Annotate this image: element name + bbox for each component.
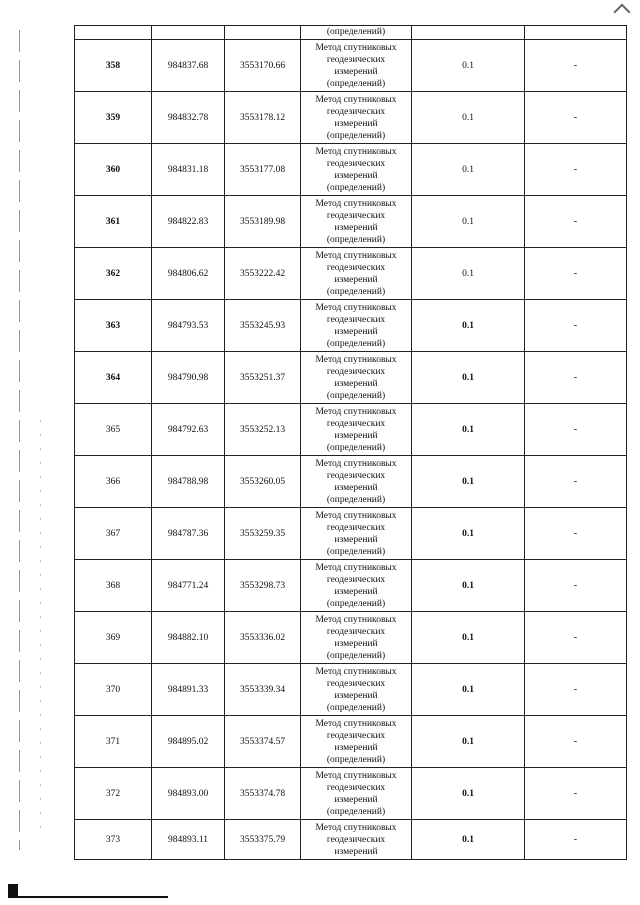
cell-accuracy: 0.1 bbox=[412, 768, 525, 820]
table-row bbox=[75, 768, 627, 820]
cell-accuracy: 0.1 bbox=[412, 144, 525, 196]
method-line: измерений bbox=[334, 222, 378, 233]
cell-y bbox=[225, 26, 301, 40]
method-line: геодезических bbox=[326, 366, 386, 377]
table-row bbox=[75, 40, 627, 92]
cell-accuracy: 0.1 bbox=[412, 664, 525, 716]
cell-x: 984832.78 bbox=[152, 92, 225, 144]
method-line: (определений) bbox=[326, 390, 386, 401]
cell-description: - bbox=[525, 612, 627, 664]
cell-x bbox=[152, 26, 225, 40]
cell-accuracy: 0.1 bbox=[412, 196, 525, 248]
method-line: геодезических bbox=[326, 678, 386, 689]
method-line: Метод спутниковых bbox=[315, 510, 397, 521]
cell-x: 984893.00 bbox=[152, 768, 225, 820]
method-line: (определений) bbox=[326, 806, 386, 817]
cell-method bbox=[301, 820, 412, 860]
cell-description: - bbox=[525, 456, 627, 508]
method-line: (определений) bbox=[326, 546, 386, 557]
method-line: измерений bbox=[334, 846, 378, 857]
method-line: геодезических bbox=[326, 522, 386, 533]
table-row bbox=[75, 196, 627, 248]
cell-x: 984895.02 bbox=[152, 716, 225, 768]
cell-y: 3553298.73 bbox=[225, 560, 301, 612]
cell-method bbox=[301, 560, 412, 612]
method-line: измерений bbox=[334, 794, 378, 805]
cell-y: 3553374.57 bbox=[225, 716, 301, 768]
cell-y: 3553375.79 bbox=[225, 820, 301, 860]
cell-accuracy bbox=[412, 26, 525, 40]
table-row bbox=[75, 352, 627, 404]
coordinates-table bbox=[74, 25, 627, 860]
method-line: измерений bbox=[334, 534, 378, 545]
table-row bbox=[75, 92, 627, 144]
cell-x: 984882.10 bbox=[152, 612, 225, 664]
cell-y: 3553339.34 bbox=[225, 664, 301, 716]
cell-point-number: 362 bbox=[75, 248, 152, 300]
cell-accuracy: 0.1 bbox=[412, 92, 525, 144]
cell-description: - bbox=[525, 352, 627, 404]
cell-description: - bbox=[525, 404, 627, 456]
method-line: измерений bbox=[334, 274, 378, 285]
cell-point-number: 373 bbox=[75, 820, 152, 860]
cell-method: (определений) bbox=[301, 26, 412, 40]
cell-method bbox=[301, 768, 412, 820]
method-line: геодезических bbox=[326, 158, 386, 169]
method-line: (определений) bbox=[326, 754, 386, 765]
cell-x: 984806.62 bbox=[152, 248, 225, 300]
cell-y: 3553170.66 bbox=[225, 40, 301, 92]
cell-accuracy: 0.1 bbox=[412, 456, 525, 508]
continued-row bbox=[75, 26, 627, 40]
method-line: измерений bbox=[334, 378, 378, 389]
cell-point-number: 367 bbox=[75, 508, 152, 560]
cell-x: 984771.24 bbox=[152, 560, 225, 612]
cell-point-number: 371 bbox=[75, 716, 152, 768]
method-line: измерений bbox=[334, 482, 378, 493]
method-line: геодезических bbox=[326, 262, 386, 273]
cell-point-number: 369 bbox=[75, 612, 152, 664]
method-line: геодезических bbox=[326, 210, 386, 221]
method-line: измерений bbox=[334, 690, 378, 701]
cell-method bbox=[301, 404, 412, 456]
cell-y: 3553222.42 bbox=[225, 248, 301, 300]
cell-point-number: 366 bbox=[75, 456, 152, 508]
method-line: Метод спутниковых bbox=[315, 250, 397, 261]
method-line: геодезических bbox=[326, 470, 386, 481]
method-line: (определений) bbox=[326, 78, 386, 89]
table-row bbox=[75, 560, 627, 612]
method-line: (определений) bbox=[326, 702, 386, 713]
binding-margin-line bbox=[19, 30, 20, 850]
method-line: Метод спутниковых bbox=[315, 770, 397, 781]
method-line: (определений) bbox=[326, 494, 386, 505]
cell-point-number: 358 bbox=[75, 40, 152, 92]
cell-y: 3553252.13 bbox=[225, 404, 301, 456]
method-line: измерений bbox=[334, 170, 378, 181]
table-row bbox=[75, 456, 627, 508]
cell-method bbox=[301, 664, 412, 716]
cell-x: 984837.68 bbox=[152, 40, 225, 92]
scan-edge-mark bbox=[8, 884, 18, 898]
cell-method bbox=[301, 300, 412, 352]
table-row bbox=[75, 248, 627, 300]
cell-point-number: 372 bbox=[75, 768, 152, 820]
cell-accuracy: 0.1 bbox=[412, 508, 525, 560]
cell-description: - bbox=[525, 40, 627, 92]
cell-description bbox=[525, 26, 627, 40]
cell-description: - bbox=[525, 508, 627, 560]
cell-x: 984831.18 bbox=[152, 144, 225, 196]
table-row bbox=[75, 664, 627, 716]
method-line: Метод спутниковых bbox=[315, 458, 397, 469]
cell-y: 3553336.02 bbox=[225, 612, 301, 664]
method-line: измерений bbox=[334, 586, 378, 597]
method-line: геодезических bbox=[326, 626, 386, 637]
cell-description: - bbox=[525, 196, 627, 248]
cell-method bbox=[301, 456, 412, 508]
table-row bbox=[75, 144, 627, 196]
cell-point-number: 364 bbox=[75, 352, 152, 404]
method-line: измерений bbox=[334, 638, 378, 649]
method-line: Метод спутниковых bbox=[315, 822, 397, 833]
table-row bbox=[75, 508, 627, 560]
cell-accuracy: 0.1 bbox=[412, 300, 525, 352]
method-line: Метод спутниковых bbox=[315, 198, 397, 209]
method-line: (определений) bbox=[326, 234, 386, 245]
cell-x: 984788.98 bbox=[152, 456, 225, 508]
cell-accuracy: 0.1 bbox=[412, 352, 525, 404]
cell-description: - bbox=[525, 716, 627, 768]
method-line: Метод спутниковых bbox=[315, 718, 397, 729]
cell-x: 984792.63 bbox=[152, 404, 225, 456]
cell-method bbox=[301, 248, 412, 300]
cell-x: 984790.98 bbox=[152, 352, 225, 404]
cell-accuracy: 0.1 bbox=[412, 248, 525, 300]
method-line: (определений) bbox=[326, 338, 386, 349]
table-row bbox=[75, 300, 627, 352]
cell-point-number: 360 bbox=[75, 144, 152, 196]
cell-x: 984893.11 bbox=[152, 820, 225, 860]
method-line: (определений) bbox=[326, 650, 386, 661]
table-body bbox=[75, 26, 627, 860]
cell-description: - bbox=[525, 820, 627, 860]
method-line: измерений bbox=[334, 66, 378, 77]
method-line: Метод спутниковых bbox=[315, 42, 397, 53]
method-line: измерений bbox=[334, 430, 378, 441]
cell-method bbox=[301, 144, 412, 196]
method-line: измерений bbox=[334, 118, 378, 129]
method-line: (определений) bbox=[326, 182, 386, 193]
scan-bottom-line bbox=[18, 896, 168, 898]
method-line: Метод спутниковых bbox=[315, 666, 397, 677]
cell-y: 3553260.05 bbox=[225, 456, 301, 508]
cell-y: 3553251.37 bbox=[225, 352, 301, 404]
cell-method bbox=[301, 40, 412, 92]
cell-point-number: 365 bbox=[75, 404, 152, 456]
cell-method bbox=[301, 508, 412, 560]
cell-x: 984891.33 bbox=[152, 664, 225, 716]
cell-description: - bbox=[525, 300, 627, 352]
cell-y: 3553178.12 bbox=[225, 92, 301, 144]
table-row bbox=[75, 820, 627, 860]
method-line: измерений bbox=[334, 326, 378, 337]
method-line: Метод спутниковых bbox=[315, 146, 397, 157]
method-line: геодезических bbox=[326, 54, 386, 65]
cell-method bbox=[301, 612, 412, 664]
scan-margin-dots bbox=[40, 420, 41, 840]
method-line: геодезических bbox=[326, 782, 386, 793]
cell-description: - bbox=[525, 560, 627, 612]
method-line: геодезических bbox=[326, 834, 386, 845]
method-line: (определений) bbox=[326, 286, 386, 297]
cell-description: - bbox=[525, 144, 627, 196]
scan-corner-mark bbox=[614, 4, 631, 21]
coordinates-table-container bbox=[74, 25, 626, 860]
method-line: геодезических bbox=[326, 106, 386, 117]
method-line: измерений bbox=[334, 742, 378, 753]
cell-point-number: 361 bbox=[75, 196, 152, 248]
cell-accuracy: 0.1 bbox=[412, 612, 525, 664]
method-line: геодезических bbox=[326, 418, 386, 429]
cell-accuracy: 0.1 bbox=[412, 40, 525, 92]
cell-method bbox=[301, 352, 412, 404]
cell-accuracy: 0.1 bbox=[412, 560, 525, 612]
method-line: геодезических bbox=[326, 574, 386, 585]
cell-point-number: 370 bbox=[75, 664, 152, 716]
cell-point-number: 368 bbox=[75, 560, 152, 612]
cell-description: - bbox=[525, 768, 627, 820]
cell-y: 3553177.08 bbox=[225, 144, 301, 196]
cell-x: 984787.36 bbox=[152, 508, 225, 560]
cell-accuracy: 0.1 bbox=[412, 820, 525, 860]
cell-method bbox=[301, 716, 412, 768]
method-line: (определений) bbox=[326, 442, 386, 453]
method-line: Метод спутниковых bbox=[315, 614, 397, 625]
cell-x: 984822.83 bbox=[152, 196, 225, 248]
method-line: Метод спутниковых bbox=[315, 94, 397, 105]
cell-x: 984793.53 bbox=[152, 300, 225, 352]
cell-y: 3553245.93 bbox=[225, 300, 301, 352]
method-line: (определений) bbox=[326, 130, 386, 141]
cell-accuracy: 0.1 bbox=[412, 716, 525, 768]
cell-method bbox=[301, 196, 412, 248]
cell-y: 3553259.35 bbox=[225, 508, 301, 560]
method-line: геодезических bbox=[326, 314, 386, 325]
cell-y: 3553374.78 bbox=[225, 768, 301, 820]
cell-method bbox=[301, 92, 412, 144]
cell-point-number: 363 bbox=[75, 300, 152, 352]
method-line: (определений) bbox=[326, 598, 386, 609]
method-line: Метод спутниковых bbox=[315, 354, 397, 365]
cell-description: - bbox=[525, 664, 627, 716]
method-line: геодезических bbox=[326, 730, 386, 741]
cell-point-number bbox=[75, 26, 152, 40]
method-line: Метод спутниковых bbox=[315, 562, 397, 573]
method-line: Метод спутниковых bbox=[315, 406, 397, 417]
cell-description: - bbox=[525, 248, 627, 300]
table-row bbox=[75, 612, 627, 664]
table-row bbox=[75, 404, 627, 456]
cell-y: 3553189.98 bbox=[225, 196, 301, 248]
method-line: Метод спутниковых bbox=[315, 302, 397, 313]
cell-description: - bbox=[525, 92, 627, 144]
cell-point-number: 359 bbox=[75, 92, 152, 144]
table-row bbox=[75, 716, 627, 768]
cell-accuracy: 0.1 bbox=[412, 404, 525, 456]
